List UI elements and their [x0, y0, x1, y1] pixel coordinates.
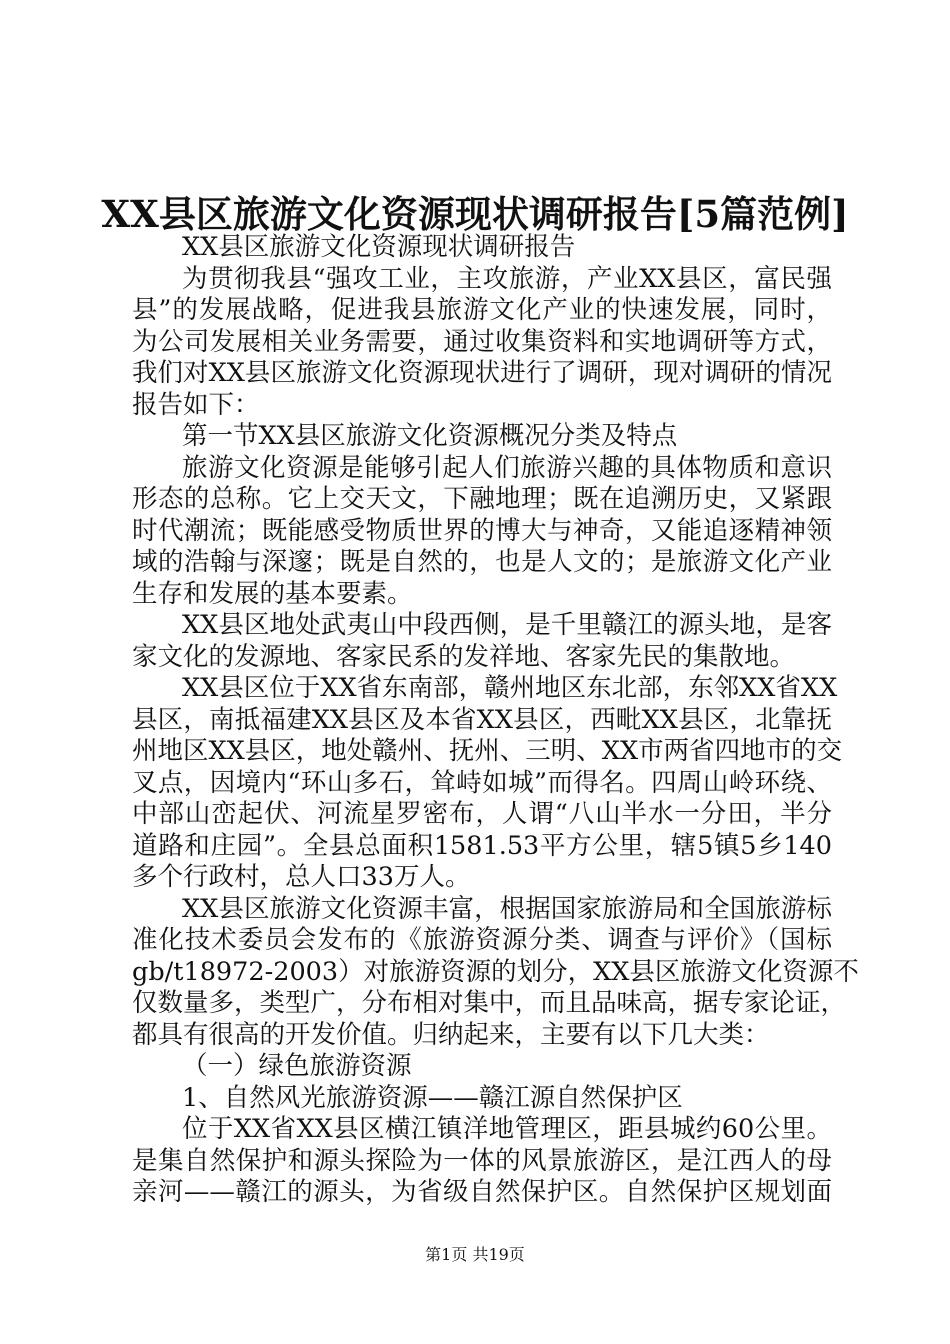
body-line: 叉点，因境内“环山多石，耸峙如城”而得名。四周山岭环绕、: [132, 767, 832, 798]
body-line: gb/t18972-2003）对旅游资源的划分，XX县区旅游文化资源不: [132, 956, 859, 987]
body-line: 是集自然保护和源头探险为一体的风景旅游区，是江西人的母: [132, 1145, 832, 1176]
section-heading: 第一节XX县区旅游文化资源概况分类及特点: [182, 421, 678, 451]
body-line: 旅游文化资源是能够引起人们旅游兴趣的具体物质和意识: [182, 452, 832, 483]
document-body: [132, 232, 859, 1209]
document-title: XX县区旅游文化资源现状调研报告[5篇范例]: [101, 192, 849, 236]
body-line: 中部山峦起伏、河流星罗密布，人谓“八山半水一分田，半分: [132, 799, 832, 829]
body-line: 都具有很高的开发价值。归纳起来，主要有以下几大类：: [132, 1019, 770, 1050]
body-line: 州地区XX县区，地处赣州、抚州、三明、XX市两省四地市的交: [132, 736, 843, 766]
body-line: 道路和庄园”。全县总面积1581.53平方公里，辖5镇5乡140: [132, 830, 832, 861]
body-line: 多个行政村，总人口33万人。: [132, 862, 471, 892]
subsection-heading: 1、自然风光旅游资源——赣江源自然保护区: [182, 1082, 683, 1113]
body-line: 我们对XX县区旅游文化资源现状进行了调研，现对调研的情况: [132, 358, 832, 388]
page-footer: 第1页 共19页: [425, 1245, 525, 1264]
body-line: 报告如下：: [132, 389, 260, 420]
body-line: 生存和发展的基本要素。: [132, 578, 413, 609]
body-line: 家文化的发源地、客家民系的发祥地、客家先民的集散地。: [132, 641, 796, 672]
body-line: XX县区位于XX省东南部，赣州地区东北部，东邻XX省XX: [182, 673, 838, 703]
body-line: 准化技术委员会发布的《旅游资源分类、调查与评价》（国标: [132, 925, 832, 955]
body-line: XX县区旅游文化资源现状调研报告: [182, 232, 576, 262]
body-line: 形态的总称。它上交天文，下融地理；既在追溯历史，又紧跟: [132, 484, 832, 514]
body-line: 为贯彻我县“强攻工业，主攻旅游，产业XX县区，富民强: [182, 263, 832, 294]
body-line: 仅数量多，类型广，分布相对集中，而且品味高，据专家论证，: [132, 988, 847, 1018]
body-line: XX县区地处武夷山中段西侧，是千里赣江的源头地，是客: [182, 610, 832, 640]
body-line: 县区，南抵福建XX县区及本省XX县区，西毗XX县区，北靠抚: [132, 704, 832, 735]
body-line: 为公司发展相关业务需要，通过收集资料和实地调研等方式，: [132, 326, 832, 357]
body-line: XX县区旅游文化资源丰富，根据国家旅游局和全国旅游标: [182, 893, 832, 924]
body-line: 亲河——赣江的源头，为省级自然保护区。自然保护区规划面: [132, 1177, 832, 1207]
body-line: 县”的发展战略，促进我县旅游文化产业的快速发展，同时，: [132, 295, 832, 325]
subsection-heading: （一）绿色旅游资源: [182, 1051, 412, 1081]
body-line: 域的浩翰与深邃；既是自然的，也是人文的；是旅游文化产业: [132, 547, 832, 577]
body-line: 时代潮流；既能感受物质世界的博大与神奇，又能追逐精神领: [132, 515, 832, 546]
body-line: 位于XX省XX县区横江镇洋地管理区，距县城约60公里。: [182, 1114, 832, 1144]
